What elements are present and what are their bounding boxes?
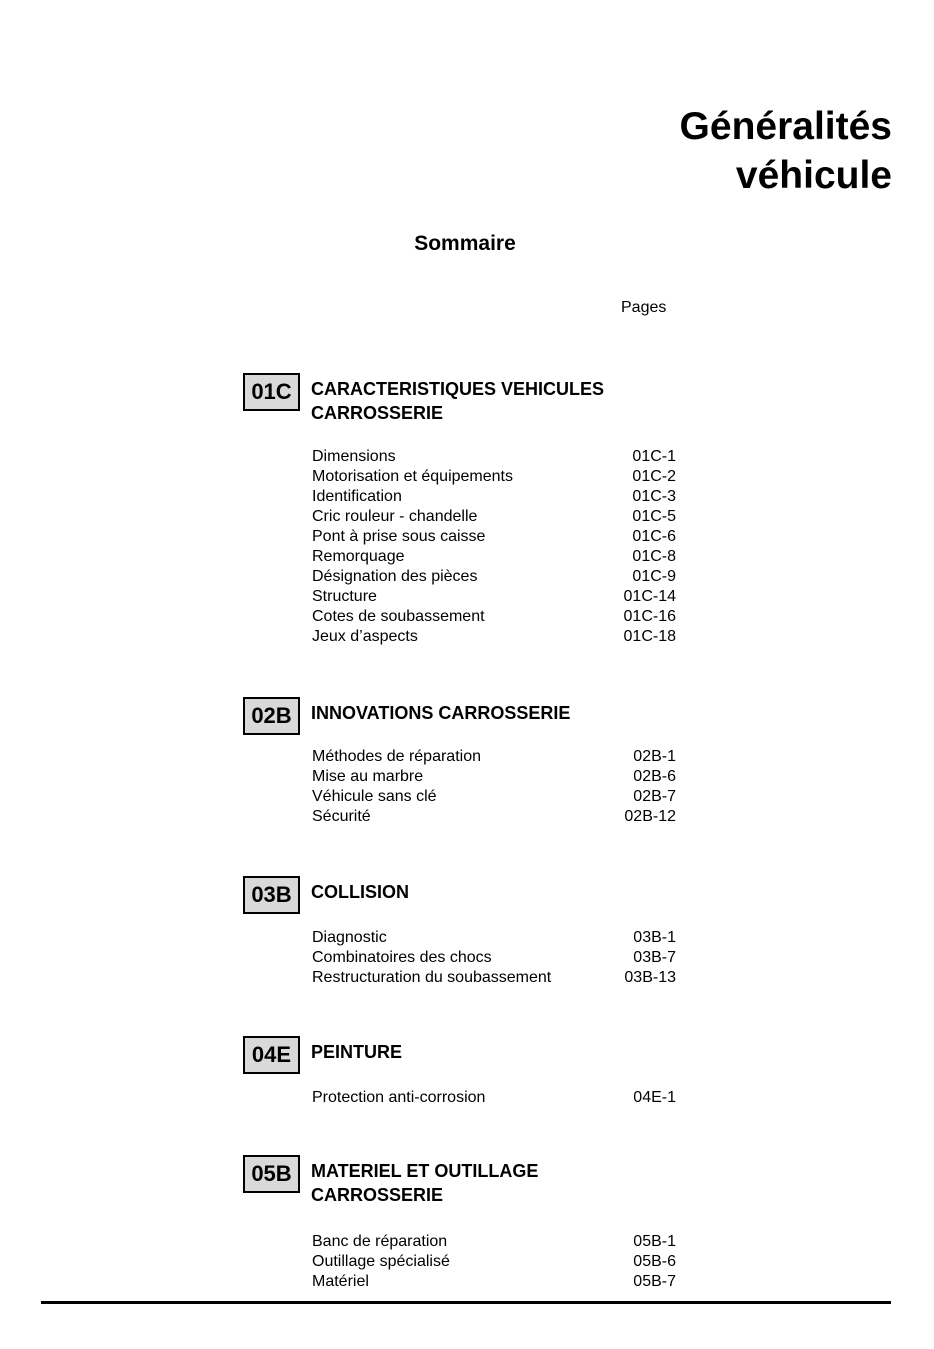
- section-code-box: 05B: [243, 1155, 300, 1193]
- toc-entry[interactable]: [312, 547, 676, 567]
- toc-entry-page: 02B-7: [633, 788, 676, 805]
- toc-entry[interactable]: [312, 507, 676, 527]
- toc-entry-label: Jeux d’aspects: [312, 628, 418, 645]
- section-title-line-2: CARROSSERIE: [311, 403, 444, 423]
- toc-entry-label: Structure: [312, 588, 377, 605]
- section-entries: [312, 747, 676, 827]
- section-title-line-2: CARROSSERIE: [311, 1185, 444, 1205]
- toc-entry[interactable]: [312, 1272, 676, 1292]
- toc-entry-label: Motorisation et équipements: [312, 468, 513, 485]
- toc-entry-page: 03B-13: [624, 969, 676, 986]
- section-code-box: 01C: [243, 373, 300, 411]
- toc-entry[interactable]: [312, 787, 676, 807]
- toc-entry-page: 01C-2: [632, 468, 676, 485]
- section-entries: [312, 928, 676, 988]
- toc-entry[interactable]: [312, 928, 676, 948]
- toc-entry[interactable]: [312, 527, 676, 547]
- section-title-line-1: MATERIEL ET OUTILLAGE: [311, 1161, 539, 1181]
- toc-entry-label: Véhicule sans clé: [312, 788, 437, 805]
- toc-entry-label: Méthodes de réparation: [312, 748, 481, 765]
- toc-entry-page: 01C-16: [623, 608, 676, 625]
- toc-entry-page: 05B-1: [633, 1233, 676, 1250]
- toc-entry-page: 03B-7: [633, 949, 676, 966]
- document-title-line-1: Généralités: [679, 105, 892, 148]
- section-code-box: 02B: [243, 697, 300, 735]
- section-title-line-1: COLLISION: [311, 882, 409, 902]
- section-entries: [312, 447, 676, 647]
- toc-entry[interactable]: [312, 467, 676, 487]
- section-code-box: 03B: [243, 876, 300, 914]
- toc-entry-page: 01C-3: [632, 488, 676, 505]
- toc-entry-label: Cotes de soubassement: [312, 608, 485, 625]
- bottom-divider: [41, 1301, 891, 1304]
- toc-entry[interactable]: [312, 767, 676, 787]
- toc-entry[interactable]: [312, 1088, 676, 1108]
- toc-entry[interactable]: [312, 948, 676, 968]
- toc-entry-label: Banc de réparation: [312, 1233, 448, 1250]
- section-title: [311, 701, 681, 725]
- pages-column-header: Pages: [621, 299, 667, 316]
- toc-entry-label: Restructuration du soubassement: [312, 969, 552, 986]
- summary-heading: Sommaire: [414, 232, 516, 255]
- toc-entry-label: Protection anti-corrosion: [312, 1089, 486, 1106]
- toc-entry-page: 02B-6: [633, 768, 676, 785]
- toc-entry[interactable]: [312, 807, 676, 827]
- section-title: [311, 880, 681, 904]
- toc-entry-page: 01C-9: [632, 568, 676, 585]
- toc-entry-label: Pont à prise sous caisse: [312, 528, 486, 545]
- toc-entry[interactable]: [312, 607, 676, 627]
- toc-entry[interactable]: [312, 587, 676, 607]
- toc-entry-label: Dimensions: [312, 448, 396, 465]
- toc-entry-label: Outillage spécialisé: [312, 1253, 450, 1270]
- toc-entry-label: Matériel: [312, 1273, 369, 1290]
- toc-entry-page: 01C-14: [623, 588, 676, 605]
- toc-entry[interactable]: [312, 1232, 676, 1252]
- toc-entry-page: 04E-1: [633, 1089, 676, 1106]
- toc-entry-label: Diagnostic: [312, 929, 387, 946]
- toc-entry-page: 01C-8: [632, 548, 676, 565]
- toc-entry-page: 03B-1: [633, 929, 676, 946]
- toc-entry-page: 02B-12: [624, 808, 676, 825]
- toc-entry[interactable]: [312, 968, 676, 988]
- section-title-line-1: CARACTERISTIQUES VEHICULES: [311, 379, 605, 399]
- toc-entry-label: Remorquage: [312, 548, 405, 565]
- toc-entry[interactable]: [312, 567, 676, 587]
- toc-entry-label: Désignation des pièces: [312, 568, 478, 585]
- section-title-line-1: PEINTURE: [311, 1042, 403, 1062]
- section-title: [311, 377, 681, 425]
- toc-entry-page: 05B-6: [633, 1253, 676, 1270]
- toc-entry-label: Mise au marbre: [312, 768, 424, 785]
- section-title-line-1: INNOVATIONS CARROSSERIE: [311, 703, 571, 723]
- toc-entry[interactable]: [312, 487, 676, 507]
- toc-entry-page: 01C-5: [632, 508, 676, 525]
- toc-entry[interactable]: [312, 627, 676, 647]
- section-entries: [312, 1088, 676, 1108]
- toc-entry[interactable]: [312, 447, 676, 467]
- toc-entry-label: Sécurité: [312, 808, 371, 825]
- toc-entry-label: Identification: [312, 488, 402, 505]
- toc-entry-label: Cric rouleur - chandelle: [312, 508, 478, 525]
- toc-entry-page: 02B-1: [633, 748, 676, 765]
- document-title: [680, 102, 892, 200]
- toc-entry-page: 01C-18: [623, 628, 676, 645]
- section-title: [311, 1159, 681, 1207]
- toc-entry-label: Combinatoires des chocs: [312, 949, 492, 966]
- document-title-line-2: véhicule: [735, 154, 892, 197]
- section-entries: [312, 1232, 676, 1292]
- toc-entry-page: 01C-1: [632, 448, 676, 465]
- toc-entry[interactable]: [312, 747, 676, 767]
- toc-entry[interactable]: [312, 1252, 676, 1272]
- toc-entry-page: 05B-7: [633, 1273, 676, 1290]
- toc-entry-page: 01C-6: [632, 528, 676, 545]
- section-code-box: 04E: [243, 1036, 300, 1074]
- section-title: [311, 1040, 681, 1064]
